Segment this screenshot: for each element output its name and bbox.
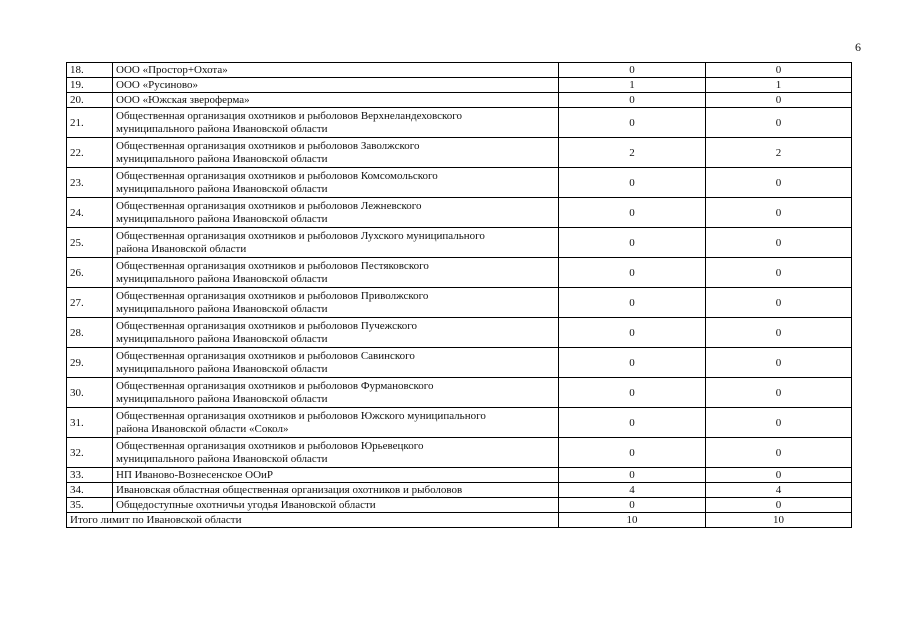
limit-value-2: 4 [706,483,852,498]
limit-value-1: 0 [559,468,706,483]
organization-name: Общественная организация охотников и рыболовов Пучежского муниципального района Ивановской области [113,318,559,348]
limit-value-1: 4 [559,483,706,498]
table-row [67,438,852,468]
row-number: 29. [67,348,113,378]
limit-value-1: 0 [559,228,706,258]
limit-value-2: 0 [706,63,852,78]
row-number: 31. [67,408,113,438]
limit-value-2: 2 [706,138,852,168]
organization-name: Ивановская областная общественная организация охотников и рыболовов [113,483,559,498]
table-row [67,138,852,168]
row-number: 20. [67,93,113,108]
organization-name: ООО «Русиново» [113,78,559,93]
organization-name: Общественная организация охотников и рыболовов Комсомольского муниципального района Ивановской области [113,168,559,198]
table-row [67,108,852,138]
organization-name: Общественная организация охотников и рыболовов Юрьевецкого муниципального района Ивановской области [113,438,559,468]
table-row [67,348,852,378]
limit-value-2: 0 [706,378,852,408]
row-number: 23. [67,168,113,198]
limit-value-1: 0 [559,108,706,138]
row-number: 30. [67,378,113,408]
limit-value-1: 0 [559,408,706,438]
limit-value-1: 0 [559,198,706,228]
limit-value-1: 0 [559,318,706,348]
row-number: 26. [67,258,113,288]
page-number: 6 [855,40,861,54]
table-row [67,498,852,513]
limits-table [66,62,852,528]
table-row [67,78,852,93]
limit-value-2: 0 [706,93,852,108]
table-row [67,378,852,408]
table-row [67,168,852,198]
limit-value-2: 0 [706,498,852,513]
organization-name: Общественная организация охотников и рыболовов Приволжского муниципального района Ивановской области [113,288,559,318]
row-number: 21. [67,108,113,138]
limit-value-1: 0 [559,93,706,108]
organization-name: ООО «Простор+Охота» [113,63,559,78]
table-row [67,258,852,288]
limit-value-1: 0 [559,498,706,513]
limit-value-1: 0 [559,378,706,408]
table-row [67,228,852,258]
row-number: 18. [67,63,113,78]
table-row [67,318,852,348]
limit-value-2: 1 [706,78,852,93]
total-label: Итого лимит по Ивановской области [67,513,559,528]
limit-value-2: 0 [706,228,852,258]
limit-value-2: 0 [706,168,852,198]
limit-value-2: 0 [706,348,852,378]
organization-name: Общественная организация охотников и рыболовов Пестяковского муниципального района Ивановской области [113,258,559,288]
organization-name: Общественная организация охотников и рыболовов Лежневского муниципального района Ивановской области [113,198,559,228]
table-row [67,288,852,318]
table-row [67,483,852,498]
limit-value-1: 0 [559,348,706,378]
organization-name: Общественная организация охотников и рыболовов Лухского муниципального района Ивановской области [113,228,559,258]
organization-name: Общественная организация охотников и рыболовов Заволжского муниципального района Ивановской области [113,138,559,168]
total-value-1: 10 [559,513,706,528]
total-value-2: 10 [706,513,852,528]
table-body [67,63,852,528]
limit-value-1: 1 [559,78,706,93]
organization-name: ООО «Южская звероферма» [113,93,559,108]
row-number: 32. [67,438,113,468]
organization-name: Общедоступные охотничьи угодья Ивановской области [113,498,559,513]
limit-value-2: 0 [706,318,852,348]
limit-value-1: 2 [559,138,706,168]
organization-name: НП Иваново-Вознесенское ООиР [113,468,559,483]
organization-name: Общественная организация охотников и рыболовов Савинского муниципального района Ивановской области [113,348,559,378]
row-number: 22. [67,138,113,168]
table-row [67,408,852,438]
table-row [67,198,852,228]
row-number: 28. [67,318,113,348]
organization-name: Общественная организация охотников и рыболовов Южского муниципального района Ивановской области «Сокол» [113,408,559,438]
row-number: 33. [67,468,113,483]
row-number: 19. [67,78,113,93]
organization-name: Общественная организация охотников и рыболовов Фурмановского муниципального района Ивановской области [113,378,559,408]
row-number: 35. [67,498,113,513]
limit-value-2: 0 [706,288,852,318]
limit-value-2: 0 [706,258,852,288]
limit-value-2: 0 [706,108,852,138]
limit-value-2: 0 [706,408,852,438]
table-row [67,63,852,78]
limit-value-1: 0 [559,288,706,318]
limit-value-2: 0 [706,468,852,483]
row-number: 34. [67,483,113,498]
table-row [67,93,852,108]
row-number: 25. [67,228,113,258]
limit-value-1: 0 [559,63,706,78]
limit-value-1: 0 [559,258,706,288]
limit-value-2: 0 [706,198,852,228]
table-row [67,468,852,483]
limit-value-2: 0 [706,438,852,468]
total-row [67,513,852,528]
organization-name: Общественная организация охотников и рыболовов Верхнеландеховского муниципального района Ивановской области [113,108,559,138]
limit-value-1: 0 [559,168,706,198]
limit-value-1: 0 [559,438,706,468]
row-number: 27. [67,288,113,318]
row-number: 24. [67,198,113,228]
